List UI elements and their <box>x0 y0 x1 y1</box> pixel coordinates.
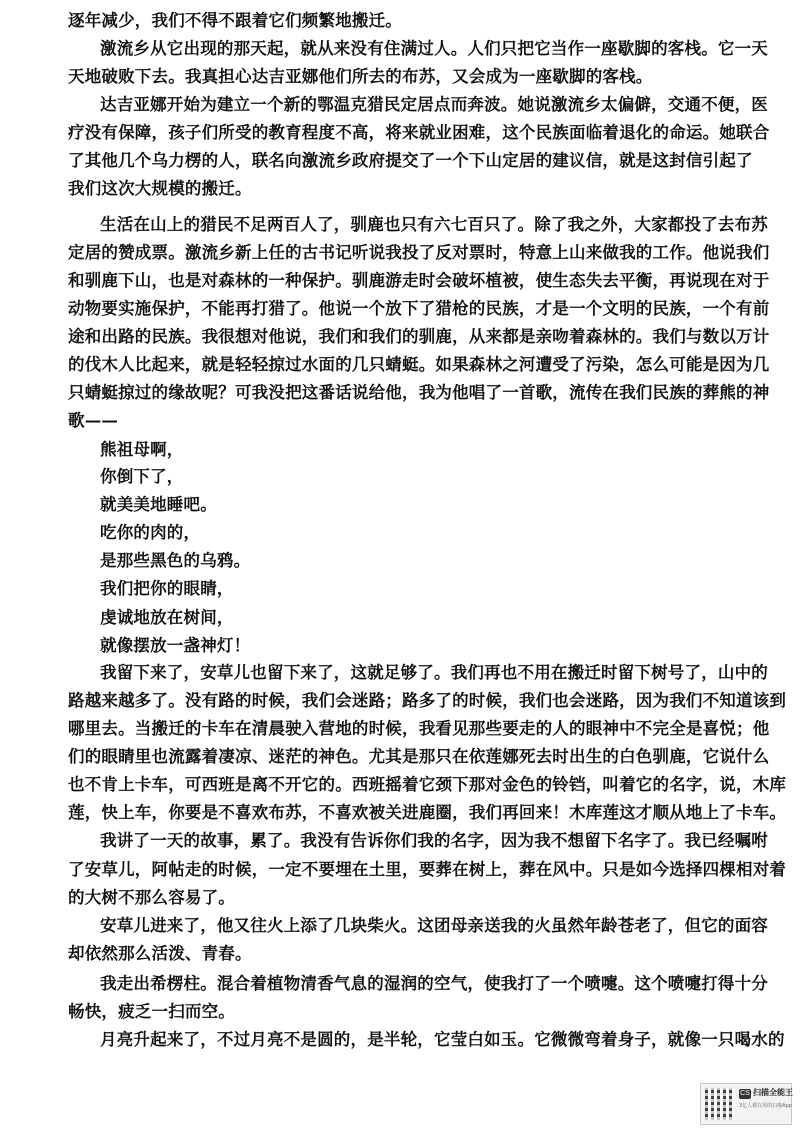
text-line: 逐年减少，我们不得不跟着它们频繁地搬迁。 <box>68 11 402 30</box>
text-line: 途和出路的民族。我很想对他说，我们和我们的驯鹿，从来都是亲吻着森林的。我们与数以万计 <box>68 327 770 346</box>
text-line: 歌—— <box>68 411 119 430</box>
text-line: 天地破败下去。我真担心达吉亚娜他们所去的布苏，又会成为一座歇脚的客栈。 <box>68 67 653 86</box>
text-line: 们的眼睛里也流露着凄凉、迷茫的神色。尤其是那只在依莲娜死去时出生的白色驯鹿，它说什么 <box>68 747 770 766</box>
poem-line: 是那些黑色的乌鸦。 <box>100 551 251 570</box>
text-line: 定居的赞成票。激流乡新上任的古书记听说我投了反对票时，特意上山来做我的工作。他说我们 <box>68 243 770 262</box>
text-line: 只蜻蜓掠过的缘故呢？可我没把这番话说给他，我为他唱了一首歌，流传在我们民族的葬熊的神 <box>68 383 770 402</box>
text-line: 月亮升起来了，不过月亮不是圆的，是半轮，它莹白如玉。它微微弯着身子，就像一只喝水的 <box>100 1030 785 1049</box>
text-line: 哪里去。当搬迁的卡车在清晨驶入营地的时候，我看见那些要走的人的眼神中不完全是喜悦；他 <box>68 719 770 738</box>
text-line: 我们这次大规模的搬迁。 <box>68 179 252 198</box>
poem-line: 就像摆放一盏神灯！ <box>100 636 251 655</box>
text-line: 生活在山上的猎民不足两百人了，驯鹿也只有六七百只了。除了我之外，大家都投了去布苏 <box>100 215 768 234</box>
text-line: 激流乡从它出现的那天起，就从来没有住满过人。人们只把它当作一座歇脚的客栈。它一天 <box>100 39 768 58</box>
poem-line: 就美美地睡吧。 <box>100 495 217 514</box>
poem-line: 虔诚地放在树间， <box>100 608 234 627</box>
poem-line: 熊祖母啊， <box>100 440 184 459</box>
watermark-title: 扫描全能王 <box>753 1088 793 1097</box>
watermark-subtitle: 3亿人都在用的扫描App <box>739 1103 792 1109</box>
poem-line: 你倒下了， <box>100 467 184 486</box>
text-line: 畅快，疲乏一扫而空。 <box>68 1002 235 1021</box>
text-line: 和驯鹿下山，也是对森林的一种保护。驯鹿游走时会破坏植被，使生态失去平衡，再说现在对于 <box>68 271 770 290</box>
text-line: 也不肯上卡车，可西班是离不开它的。西班摇着它颈下那对金色的铃铛，叫着它的名字，说，木库 <box>68 775 787 794</box>
text-line: 了其他几个乌力楞的人，联名向激流乡政府提交了一个下山定居的建议信，就是这封信引起了 <box>68 151 753 170</box>
text-line: 我走出希楞柱。混合着植物清香气息的湿润的空气，使我打了一个喷嚏。这个喷嚏打得十分 <box>100 974 768 993</box>
text-line: 我讲了一天的故事，累了。我没有告诉你们我的名字，因为我不想留下名字了。我已经嘱咐 <box>100 831 768 850</box>
text-line: 了安草儿，阿帖走的时候，一定不要埋在土里，要葬在树上，葬在风中。只是如今选择四棵相对着 <box>68 860 787 879</box>
text-line: 的大树不那么容易了。 <box>68 888 235 907</box>
text-line: 却依然那么活泼、青春。 <box>68 944 252 963</box>
text-line: 的伐木人比起来，就是轻轻掠过水面的几只蜻蜓。如果森林之河遭受了污染，怎么可能是因为几 <box>68 355 770 374</box>
qr-code-icon <box>705 1088 735 1120</box>
camscanner-logo-icon: CS <box>740 1090 750 1097</box>
text-line: 我留下来了，安草儿也留下来了，这就足够了。我们再也不用在搬迁时留下树号了，山中的 <box>100 663 768 682</box>
text-line: 达吉亚娜开始为建立一个新的鄂温克猎民定居点而奔波。她说激流乡太偏僻，交通不便，医 <box>100 95 768 114</box>
text-line: 疗没有保障，孩子们所受的教育程度不高，将来就业困难，这个民族面临着退化的命运。她联合 <box>68 123 770 142</box>
poem-line: 我们把你的眼睛， <box>100 579 234 598</box>
text-line: 安草儿进来了，他又往火上添了几块柴火。这团母亲送我的火虽然年龄苍老了，但它的面容 <box>100 916 768 935</box>
text-line: 莲，快上车，你要是不喜欢布苏，不喜欢被关进鹿圈，我们再回来！木库莲这才顺从地上了卡车。 <box>68 803 787 822</box>
text-line: 路越来越多了。没有路的时候，我们会迷路；路多了的时候，我们也会迷路，因为我们不知道该到 <box>68 691 787 710</box>
scanner-watermark <box>700 1083 792 1125</box>
poem-line: 吃你的肉的， <box>100 523 201 542</box>
text-line: 动物要实施保护，不能再打猎了。他说一个放下了猎枪的民族，才是一个文明的民族，一个有前 <box>68 299 770 318</box>
